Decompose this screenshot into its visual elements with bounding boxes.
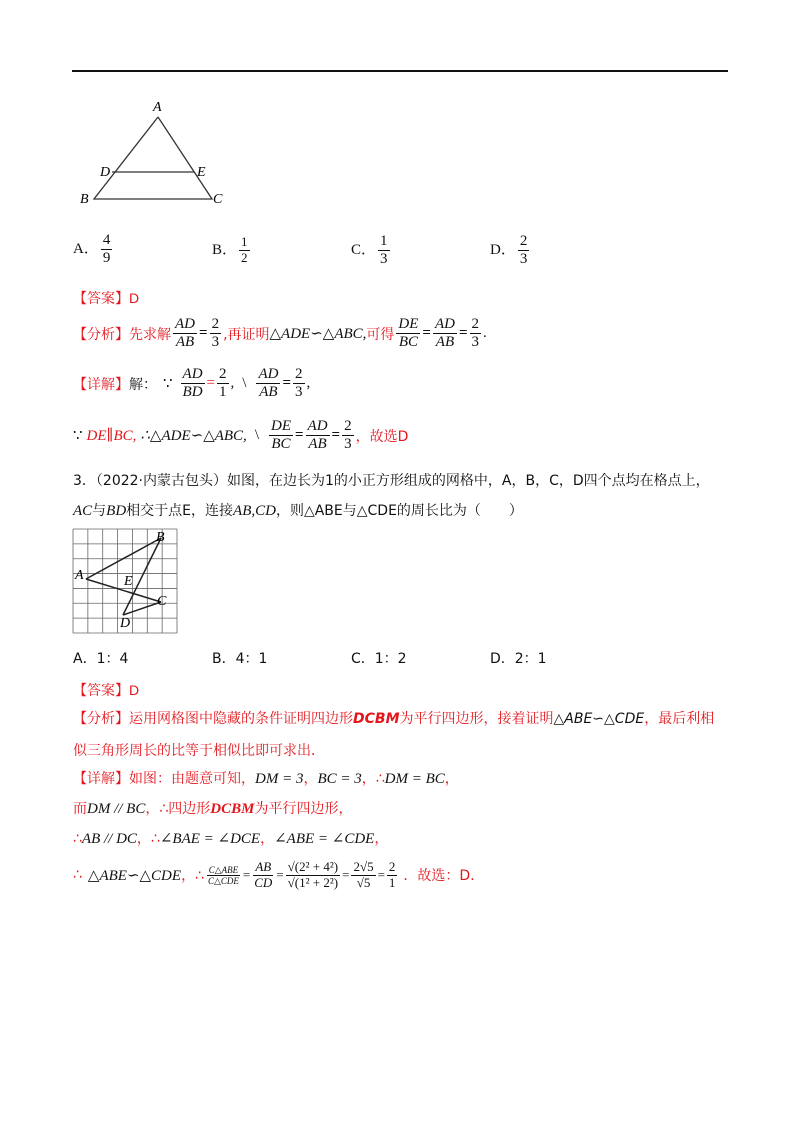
label-e: E [124, 574, 133, 589]
q2-detail-line1: 【详解】 解： ∵ $\frac{AD}{BD}$ = $\frac{2}{1}$ , \ $\frac{AD}{AB}$ = $\frac{2}{3}$ , [73, 366, 311, 401]
q3-option-c[interactable]: C．1：2 [351, 651, 407, 667]
q2-option-b[interactable]: B． $\frac{1}{2}$ [212, 234, 248, 265]
q3-analysis-line2: 似三角形周长的比等于相似比即可求出． [73, 743, 325, 759]
q3-option-b[interactable]: B．4：1 [212, 651, 268, 667]
triangle-abc [94, 117, 212, 199]
label-d: D [100, 165, 111, 180]
label-a: A [75, 568, 84, 583]
q3-detail-line2: 而DM // BC，∴四边形DCBM为平行四边形， [73, 801, 353, 817]
header-rule [72, 70, 728, 72]
q3-detail-line3: ∴AB // DC，∴∠BAE = ∠DCE，∠ABE = ∠CDE， [73, 831, 389, 847]
label-b: B [156, 530, 165, 545]
q2-analysis: 【分析】 先求解 $\frac{AD}{AB}$ = $\frac{2}{3}$ ,再证明 △ADE∽△ABC, 可得 $\frac{DE}{BC}$ = $\frac{AD}{AB}$ = $\frac{2}{3}$ . [73, 316, 487, 351]
q3-analysis-line1: 【分析】运用网格图中隐藏的条件证明四边形DCBM为平行四边形，接着证明△ABE∽△CDE，最后利相 [73, 711, 715, 727]
triangle-ade-abc-figure [76, 95, 236, 210]
label-a: A [153, 100, 162, 115]
q3-stem-line2: AC与BD相交于点E，连接AB,CD，则△ABE与△CDE的周长比为（ ） [73, 503, 523, 519]
q3-detail-line4: ∴ △ABE∽△CDE ，∴ $\frac{\text{C△ABE}}{\text{C△CDE}}$ = $\frac{AB}{CD}$ = $\frac{\text{√(2² + 4²)}}{\text{√(1² + 2²)}}$ = $\frac{2√5}{√5}$ = $\frac{2}{1}$ ．故选：D． [73, 859, 485, 890]
q3-option-d[interactable]: D．2：1 [490, 651, 547, 667]
grid-figure [72, 528, 178, 634]
q3-answer: 【答案】D [73, 682, 140, 699]
q3-option-a[interactable]: A．1：4 [73, 651, 129, 667]
q2-answer: 【答案】D [73, 290, 140, 307]
label-e: E [197, 165, 206, 180]
label-c: C [213, 192, 223, 207]
label-c: C [157, 594, 167, 609]
label-b: B [80, 192, 89, 207]
q2-option-a[interactable]: A． $\frac{4}{9}$ [73, 232, 111, 267]
label-d: D [120, 616, 131, 631]
q3-stem-line1: 3．（2022·内蒙古包头）如图，在边长为1的小正方形组成的网格中，A，B，C，D四个点均在格点上， [73, 473, 710, 489]
q2-option-d[interactable]: D． $\frac{2}{3}$ [490, 233, 528, 268]
q2-option-c[interactable]: C． $\frac{1}{3}$ [351, 233, 388, 268]
q2-detail-line2: ∵ DE∥BC, ∴△ADE∽△ABC, \ $\frac{DE}{BC}$ = $\frac{AD}{AB}$ = $\frac{2}{3}$ ，故选D [73, 418, 409, 453]
q3-detail-line1: 【详解】如图：由题意可知，DM = 3，BC = 3，∴DM = BC， [73, 771, 459, 787]
